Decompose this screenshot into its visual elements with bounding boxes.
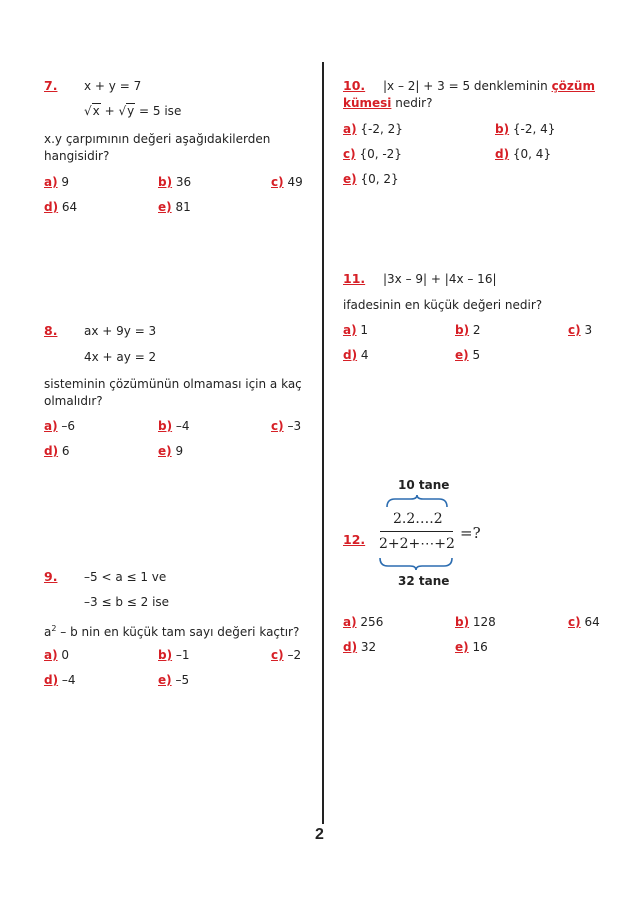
bottom-brace-icon [378, 557, 454, 571]
q11-option-d[interactable]: d) 4 [343, 348, 369, 362]
question-11-text: ifadesinin en küçük değeri nedir? [343, 298, 543, 312]
q12-option-c[interactable]: c) 64 [568, 615, 600, 629]
q9-option-c[interactable]: c) –2 [271, 648, 302, 662]
q9-option-d[interactable]: d) –4 [44, 673, 76, 687]
q10-option-c[interactable]: c) {0, -2} [343, 147, 402, 161]
equation-rest: = 5 ise [135, 104, 182, 118]
top-brace-label: 10 tane [398, 478, 450, 492]
q12-option-e[interactable]: e) 16 [455, 640, 488, 654]
fraction-denominator: 2+2+⋯+2 [379, 536, 455, 552]
q10-option-a[interactable]: a) {-2, 2} [343, 122, 403, 136]
q11-option-b[interactable]: b) 2 [455, 323, 481, 337]
q12-option-b[interactable]: b) 128 [455, 615, 496, 629]
plus-sign: + [100, 104, 119, 118]
question-8-equation-2: 4x + ay = 2 [84, 350, 157, 364]
q8-option-d[interactable]: d) 6 [44, 444, 70, 458]
question-7-equation-1: x + y = 7 [84, 79, 142, 93]
q12-option-a[interactable]: a) 256 [343, 615, 384, 629]
question-10-line-1: |x – 2| + 3 = 5 denkleminin çözüm [383, 79, 595, 93]
question-8-number: 8. [44, 323, 58, 338]
q11-option-c[interactable]: c) 3 [568, 323, 593, 337]
column-divider [322, 62, 324, 824]
question-11-number: 11. [343, 271, 366, 286]
question-9-text: $a^2$ – b nin en küçük tam sayı değeri kaçtır? [44, 624, 300, 639]
question-11-expression: |3x – 9| + |4x – 16| [383, 272, 497, 286]
question-12-number: 12. [343, 532, 366, 547]
question-7-number: 7. [44, 78, 58, 93]
question-7-equation-2: √x + √y = 5 ise [84, 104, 182, 118]
q8-option-c[interactable]: c) –3 [271, 419, 302, 433]
q9-option-e[interactable]: e) –5 [158, 673, 190, 687]
q7-option-e[interactable]: e) 81 [158, 200, 191, 214]
q10-option-e[interactable]: e) {0, 2} [343, 172, 399, 186]
question-7-text-1: x.y çarpımının değeri aşağıdakilerden [44, 132, 271, 146]
question-9-number: 9. [44, 569, 58, 584]
q9-option-b[interactable]: b) –1 [158, 648, 190, 662]
question-10-number: 10. [343, 78, 366, 93]
sqrt-y: y [127, 104, 135, 118]
q7-option-a[interactable]: a) 9 [44, 175, 70, 189]
q8-option-e[interactable]: e) 9 [158, 444, 184, 458]
fraction-numerator: 2.2….2 [393, 511, 443, 527]
question-9-inequality-1: –5 < a ≤ 1 ve [84, 570, 167, 584]
question-10-line-2: kümesi nedir? [343, 96, 433, 110]
q11-option-a[interactable]: a) 1 [343, 323, 369, 337]
page-number: 2 [315, 826, 324, 843]
q10-option-d[interactable]: d) {0, 4} [495, 147, 552, 161]
question-8-text-2: olmalıdır? [44, 394, 103, 408]
q11-option-e[interactable]: e) 5 [455, 348, 481, 362]
top-brace-icon [385, 494, 449, 508]
q7-option-d[interactable]: d) 64 [44, 200, 78, 214]
question-8-equation-1: ax + 9y = 3 [84, 324, 157, 338]
q7-option-b[interactable]: b) 36 [158, 175, 192, 189]
q7-option-c[interactable]: c) 49 [271, 175, 303, 189]
question-8-text-1: sisteminin çözümünün olmaması için a kaç [44, 377, 302, 391]
fraction-bar [380, 531, 453, 532]
q8-option-b[interactable]: b) –4 [158, 419, 190, 433]
q10-option-b[interactable]: b) {-2, 4} [495, 122, 556, 136]
question-7-text-2: hangisidir? [44, 149, 110, 163]
sqrt-x: x [92, 104, 100, 118]
bottom-brace-label: 32 tane [398, 574, 450, 588]
question-9-inequality-2: –3 ≤ b ≤ 2 ise [84, 595, 170, 609]
q9-option-a[interactable]: a) 0 [44, 648, 70, 662]
equals-question: =? [460, 524, 481, 542]
q8-option-a[interactable]: a) –6 [44, 419, 76, 433]
q12-option-d[interactable]: d) 32 [343, 640, 377, 654]
